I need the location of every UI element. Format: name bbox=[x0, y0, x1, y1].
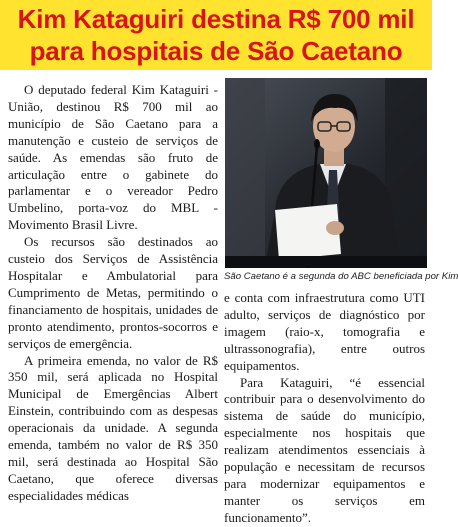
headline-line-2: para hospitais de São Caetano bbox=[29, 36, 403, 66]
photo-caption: São Caetano é a segunda do ABC beneficiada por Kim bbox=[224, 271, 458, 282]
article-column-right bbox=[224, 290, 425, 527]
article-paragraph: A primeira emenda, no valor de R$ 350 mil, será aplicada no Hospital Municipal de Emergências Albert Einstein, contribuindo com as despesas operacionais da unidade. A segunda emenda, também no valor de R$ 350 mil, será destinada ao Hospital São Caetano, que oferece diversas especialidades médicas bbox=[8, 352, 218, 503]
headline-banner bbox=[0, 0, 432, 70]
speaker-photo-illustration bbox=[225, 78, 427, 268]
article-paragraph: e conta com infraestrutura como UTI adulto, serviços de diagnóstico por imagem (raio-x, tomografia e ultrassonografia), entre outros equipamentos. bbox=[224, 290, 425, 373]
article-paragraph: Os recursos são destinados ao custeio dos Serviços de Assistência Hospitalar e Ambulatorial para Cumprimento de Metas, permitindo o financiamento de hospitais, unidades de pronto atendimento, prontos-socorros e serviços de emergência. bbox=[8, 234, 218, 351]
article-photo bbox=[225, 78, 427, 268]
headline-line-1: Kim Kataguiri destina R$ 700 mil bbox=[17, 4, 415, 34]
article-paragraph: O deputado federal Kim Kataguiri - União, destinou R$ 700 mil ao município de São Caetano para a manutenção e custeio de serviços de saúde. As emendas são fruto de articulação entre o gabinete do parlamentar e o vereador Pedro Umbelino, porta-voz do MBL - Movimento Brasil Livre. bbox=[8, 82, 218, 233]
article-paragraph: Para Kataguiri, “é essencial contribuir para o desenvolvimento do sistema de saúde do município, especialmente nos hospitais que realizam atendimentos essenciais à população e necessitam de recursos para modernizar equipamentos e manter os serviços em funcionamento”. bbox=[224, 374, 425, 525]
article-column-left bbox=[8, 82, 218, 505]
